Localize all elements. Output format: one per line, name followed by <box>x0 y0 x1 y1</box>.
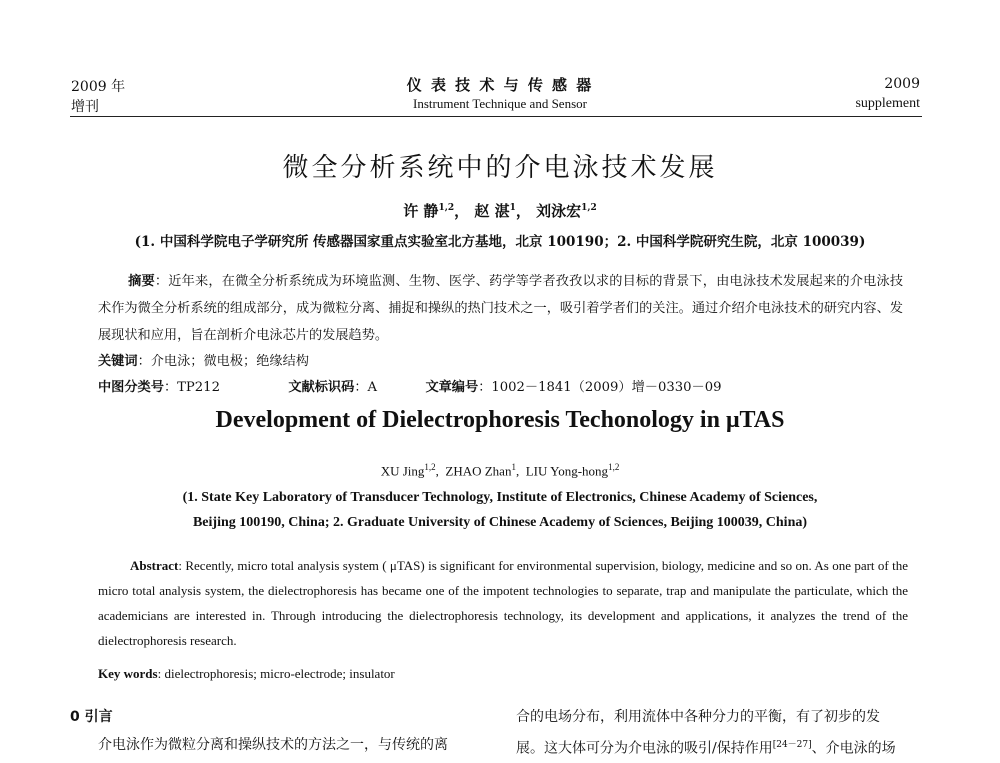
doc-code-value: ：A <box>354 380 378 395</box>
section-heading-introduction: 0 引言 <box>70 709 113 725</box>
header-rule <box>70 116 922 117</box>
header-issue-left: 增刊 <box>71 99 99 115</box>
clc-label: 中图分类号 <box>98 380 164 395</box>
body-right-line-2 <box>516 731 896 763</box>
body-right-line-2-b: 、介电泳的场 <box>811 740 896 757</box>
article-no-label: 文章编号 <box>425 380 479 395</box>
abstract-en-label: Abstract <box>130 558 179 573</box>
authors-en: XU Jing$^{1,2}$, ZHAO Zhan$^1$, LIU Yong-hong$^{1,2}$ <box>380 462 620 479</box>
paper-title-cn: 微全分析系统中的介电泳技术发展 <box>282 153 718 183</box>
affiliation-en-line1: (1. State Key Laboratory of Transducer Technology, Institute of Electronics, Chinese Academy of Sciences, <box>182 490 818 505</box>
authors-cn <box>0 200 1000 221</box>
classification-line <box>98 374 903 401</box>
citation-24-27: [24－27] <box>772 740 812 750</box>
keywords-en-text: : dielectrophoresis; micro-electrode; insulator <box>157 666 395 681</box>
keywords-en-label: Key words <box>98 666 158 681</box>
author-en-3: LIU Yong-hong <box>525 463 609 479</box>
journal-title-cn: 仪 表 技 术 与 传 感 器 <box>406 76 594 94</box>
author-en-2-sup: 1 <box>511 462 516 472</box>
affiliation-en-line2: Beijing 100190, China; 2. Graduate University of Chinese Academy of Sciences, Beijing 100039, China) <box>192 515 808 530</box>
author-cn-2: 赵 湛 <box>474 202 510 220</box>
abstract-cn-label: 摘要 <box>128 274 155 289</box>
header-issue-right: supplement <box>855 96 920 111</box>
body-left-line-1: 介电泳作为微粒分离和操纵技术的方法之一，与传统的离 <box>98 737 448 753</box>
author-cn-2-sup: 1 <box>509 203 516 213</box>
article-no-value: ：1002－1841（2009）增－0330－09 <box>478 380 722 395</box>
keywords-cn-label: 关键词 <box>98 354 138 369</box>
author-en-3-sup: 1,2 <box>608 462 620 472</box>
keywords-en <box>98 661 908 686</box>
abstract-en <box>98 553 908 653</box>
body-right-line-2-a: 展。这大体可分为介电泳的吸引/保持作用 <box>516 740 773 757</box>
keywords-cn-text: ：介电泳；微电极；绝缘结构 <box>137 354 309 369</box>
author-cn-sep-2: ， <box>515 202 531 220</box>
clc-value: ：TP212 <box>163 380 220 395</box>
author-cn-1-sup: 1,2 <box>438 203 455 213</box>
paper-title-en: Development of Dielectrophoresis Techonology in μTAS <box>215 407 785 433</box>
author-en-1: XU Jing <box>380 463 425 479</box>
author-en-1-sup: 1,2 <box>424 462 436 472</box>
header-year-right: 2009 <box>884 76 920 92</box>
body-right-line-1: 合的电场分布，利用流体中各种分力的平衡，有了初步的发 <box>516 709 880 725</box>
keywords-cn <box>98 348 903 375</box>
abstract-cn <box>98 268 903 349</box>
affiliation-cn: (1. 中国科学院电子学研究所 传感器国家重点实验室北方基地，北京 100190；2. 中国科学院研究生院，北京 100039) <box>134 234 866 250</box>
abstract-en-text: : Recently, micro total analysis system ( μTAS) is significant for environmental supervision, biology, medicine and so on. As one part of the micro total analysis system, the dielectrophoresis has became one of the impotent technologies to separate, trap and manipulate the particulate, which the academicians are interested in. Through introducing the dielectrophoresis technology, its development and applications, it analyzes the trend of the dielectrophoresis research. <box>98 558 908 648</box>
author-cn-3-sup: 1,2 <box>581 203 597 213</box>
author-cn-1: 许 静 <box>403 202 439 220</box>
doc-code-label: 文献标识码 <box>288 380 355 395</box>
abstract-cn-text: ：近年来，在微全分析系统成为环境监测、生物、医学、药学等学者孜孜以求的目标的背景下，由电泳技术发展起来的介电泳技术作为微全分析系统的组成部分，成为微粒分离、捕捉和操纵的热门技术之一，吸引着学者们的关注。通过介绍介电泳技术的研究内容、发展现状和应用，旨在剖析介电泳芯片的发展趋势。 <box>98 274 904 343</box>
author-en-2: ZHAO Zhan <box>445 463 512 479</box>
header-year-left: 2009 年 <box>71 79 126 95</box>
journal-title-en: Instrument Technique and Sensor <box>413 96 587 111</box>
author-cn-3: 刘泳宏 <box>536 202 582 220</box>
author-cn-sep-1: ， <box>454 202 470 220</box>
